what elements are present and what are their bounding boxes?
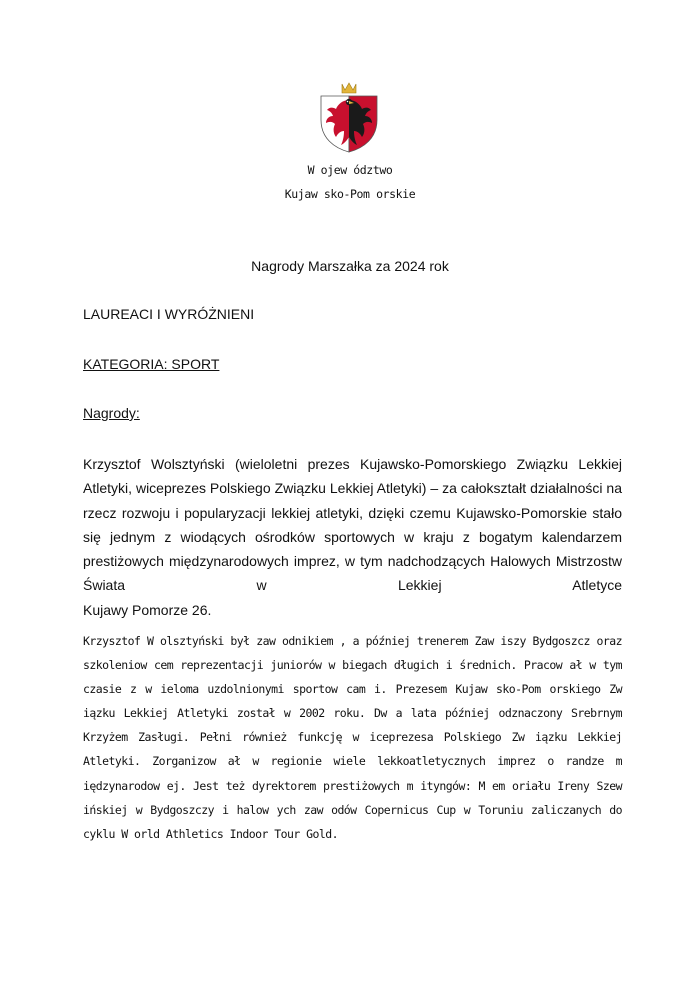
award-paragraph-text: Krzysztof Wolsztyński (wieloletni prezes Kujawsko-Pomorskiego Związku Lekkiej Atletyki, wiceprezes Polskiego Związku Lekkiej Atletyki) – za całokształt działalności na rzecz rozwoju i popularyzacji lekkiej atletyki, dzięki czemu Kujawsko-Pomorskie stało się jednym z wiodących ośrodków sportowych w kraju z bogatym kalendarzem prestiżowych międzynarodowych imprez, w tym nadchodzących Halowych Mistrzostw Świata w Lekkiej Atletyce xyxy=(83,456,622,594)
voivodeship-line-1: W ojew ództwo xyxy=(307,163,393,177)
award-paragraph xyxy=(83,452,622,622)
section-heading-laureaci: LAUREACI I WYRÓŻNIENI xyxy=(83,306,255,322)
document-title: Nagrody Marszałka za 2024 rok xyxy=(251,258,449,274)
biography-paragraph: Krzysztof W olsztyński był zaw odnikiem , a później trenerem Zaw iszy Bydgoszcz oraz szkoleniow cem reprezentacji juniorów w biegach długich i średnich. Pracow ał w tym czasie z w ieloma uzdolnionymi sportow cam i. Prezesem Kujaw sko-Pom orskiego Zw iązku Lekkiej Atletyki został w 2002 roku. Dw a lata później odznaczony Srebrnym Krzyżem Zasługi. Pełni również funkcję w iceprezesa Polskiego Zw iązku Lekkiej Atletyki. Zorganizow ał w regionie wiele lekkoatletycznych imprez o randze m iędzynarodow ej. Jest też dyrektorem prestiżowych m ityngów: M em oriału Ireny Szew ińskiej w Bydgoszczy i halow ych zaw odów Copernicus Cup w Toruniu zaliczanych do cyklu W orld Athletics Indoor Tour Gold. xyxy=(83,634,622,841)
subsection-heading-nagrody: Nagrody: xyxy=(83,405,140,421)
award-paragraph-end: Kujawy Pomorze 26. xyxy=(83,601,212,618)
coat-of-arms-icon xyxy=(316,80,382,156)
voivodeship-line-2: Kujaw sko-Pom orskie xyxy=(284,187,416,201)
category-heading: KATEGORIA: SPORT xyxy=(83,356,220,372)
